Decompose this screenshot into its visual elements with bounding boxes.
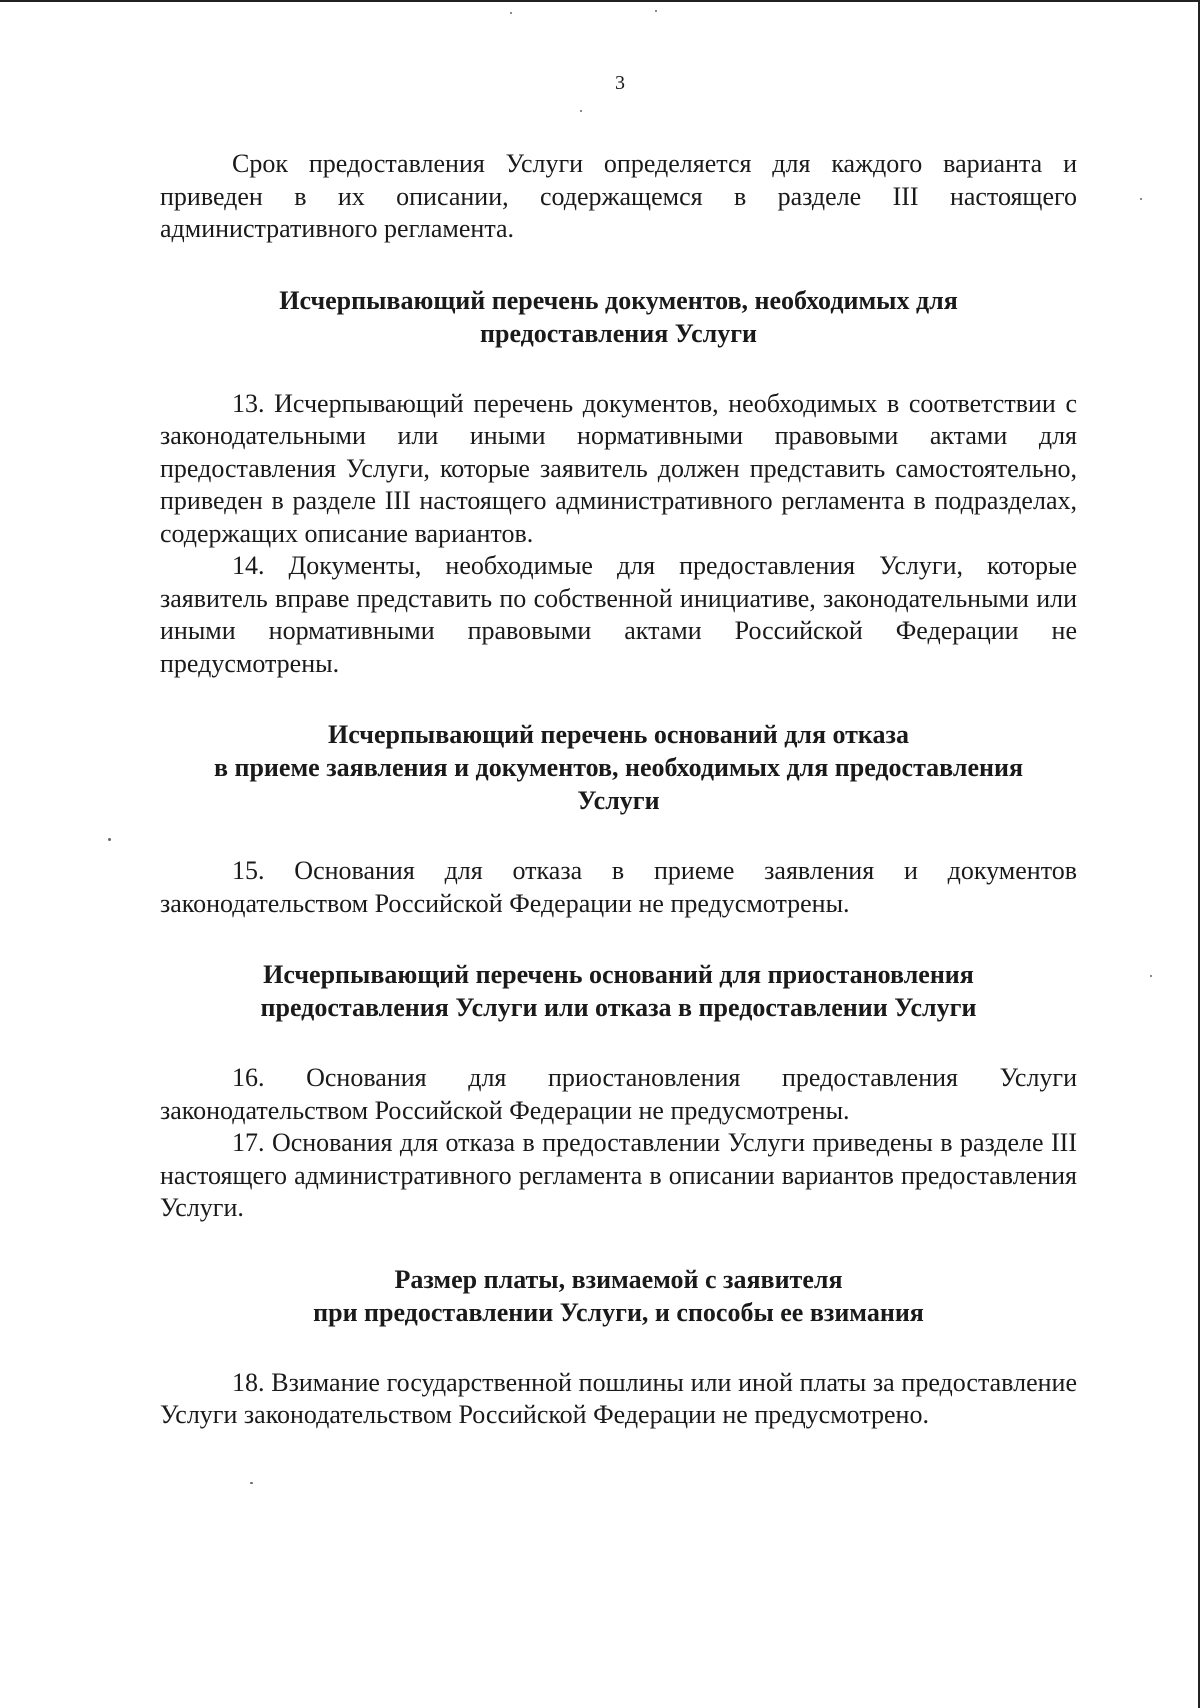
scan-speck bbox=[655, 10, 657, 12]
heading-suspension-refusal bbox=[160, 958, 1077, 1024]
heading-refusal-acceptance bbox=[160, 718, 1077, 817]
scan-speck bbox=[510, 12, 512, 14]
heading-line: в приеме заявления и документов, необходимых для предоставления bbox=[213, 753, 1024, 782]
heading-line: при предоставлении Услуги, и способы ее взимания bbox=[313, 1297, 924, 1327]
paragraph-18: 18. Взимание государственной пошлины или иной платы за предоставление Услуги законодательством Российской Федерации не предусмотрено. bbox=[160, 1367, 1077, 1429]
paragraph-13: 13. Исчерпывающий перечень документов, необходимых в соответствии с законодательными или иными нормативными правовыми актами для предоставления Услуги, которые заявитель должен представить самостоятельно, приведен в разделе III настоящего административного регламента в подразделах, содержащих описание вариантов. bbox=[160, 388, 1077, 548]
heading-documents-list bbox=[160, 284, 1077, 350]
scan-speck bbox=[108, 838, 111, 841]
heading-fee bbox=[160, 1263, 1077, 1329]
scan-speck bbox=[1140, 198, 1142, 200]
paragraph-16: 16. Основания для приостановления предоставления Услуги законодательством Российской Федерации не предусмотрены. bbox=[160, 1063, 1077, 1125]
heading-line: предоставления Услуги bbox=[480, 318, 757, 348]
heading-line: предоставления Услуги или отказа в предоставлении Услуги bbox=[260, 993, 977, 1022]
document-body bbox=[160, 148, 1077, 1432]
heading-line: Размер платы, взимаемой с заявителя bbox=[394, 1264, 843, 1294]
paragraph-14: 14. Документы, необходимые для предоставления Услуги, которые заявитель вправе представить по собственной инициативе, законодательными или иными нормативными правовыми актами Российской Федерации не предусмотрены. bbox=[160, 551, 1077, 678]
paragraph-17: 17. Основания для отказа в предоставлении Услуги приведены в разделе III настоящего административного регламента в описании вариантов предоставления Услуги. bbox=[160, 1128, 1077, 1222]
scan-speck bbox=[250, 1482, 253, 1484]
heading-line: Услуги bbox=[577, 786, 660, 815]
paragraph-15: 15. Основания для отказа в приеме заявления и документов законодательством Российской Федерации не предусмотрены. bbox=[160, 856, 1077, 918]
paragraph-service-term: Срок предоставления Услуги определяется для каждого варианта и приведен в их описании, содержащемся в разделе III настоящего административного регламента. bbox=[160, 149, 1077, 243]
heading-line: Исчерпывающий перечень документов, необходимых для bbox=[279, 285, 958, 315]
scan-speck bbox=[580, 110, 582, 112]
page-number: 3 bbox=[615, 72, 625, 94]
scan-speck bbox=[1150, 975, 1152, 977]
scan-edge-top bbox=[0, 0, 1200, 2]
heading-line: Исчерпывающий перечень оснований для приостановления bbox=[263, 960, 974, 989]
heading-line: Исчерпывающий перечень оснований для отказа bbox=[328, 720, 909, 749]
